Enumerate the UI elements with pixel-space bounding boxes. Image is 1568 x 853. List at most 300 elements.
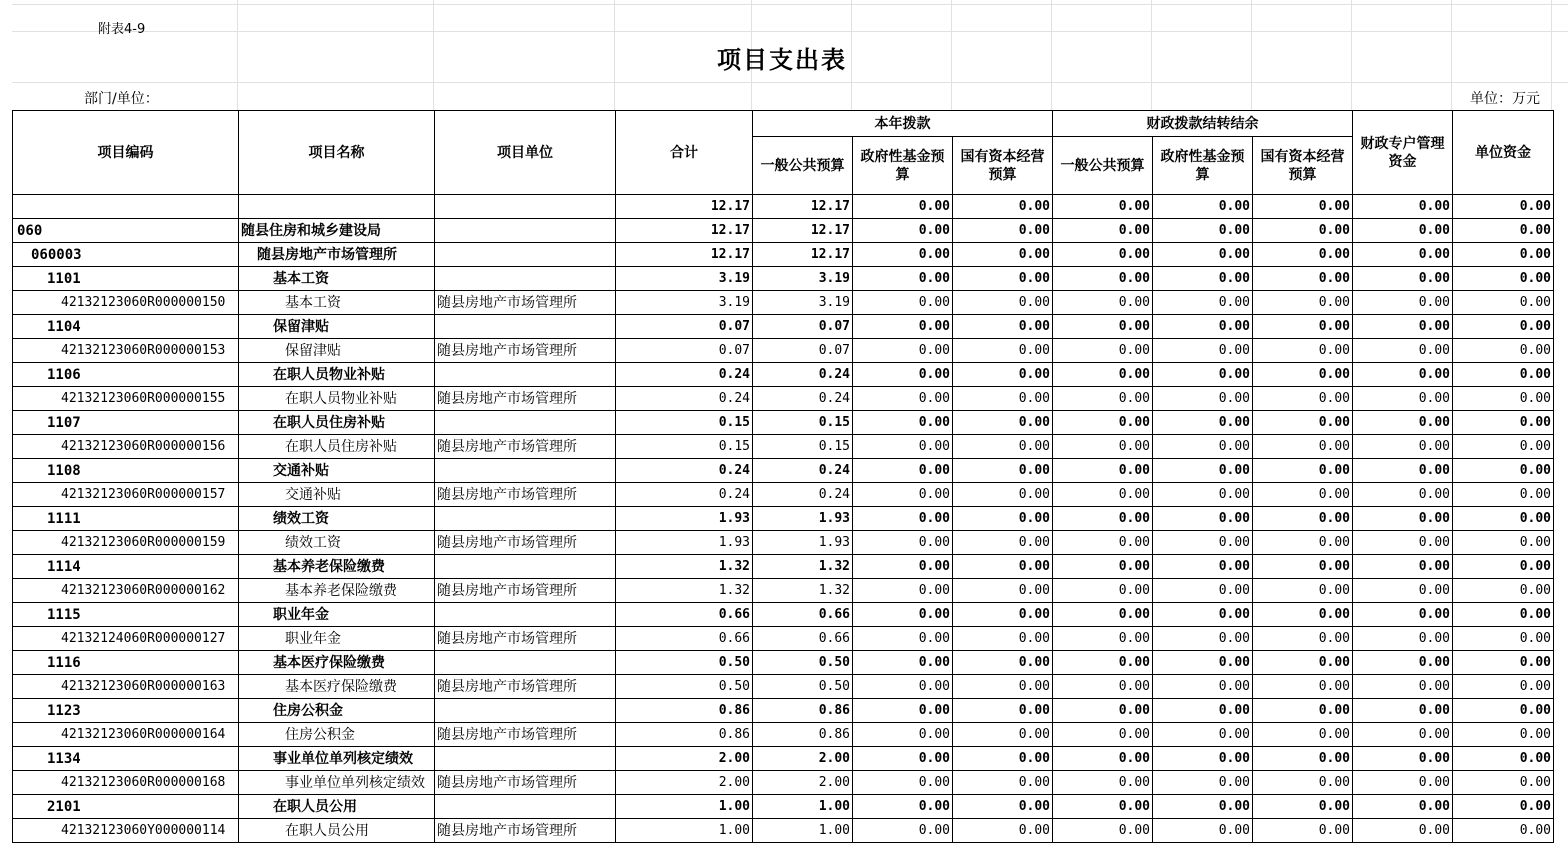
cell-unit[interactable] xyxy=(435,603,616,627)
col-header-sub[interactable]: 一般公共预算 xyxy=(1053,137,1153,195)
cell-code[interactable]: 060003 xyxy=(13,243,239,267)
cell-unit[interactable] xyxy=(435,747,616,771)
cell-amount[interactable]: 0.00 xyxy=(1153,291,1253,315)
cell-code[interactable]: 42132124060R000000127 xyxy=(13,627,239,651)
cell-amount[interactable]: 0.24 xyxy=(616,363,753,387)
table-row[interactable] xyxy=(13,747,1554,771)
cell-amount[interactable]: 0.00 xyxy=(1153,747,1253,771)
cell-amount[interactable]: 0.00 xyxy=(1253,291,1353,315)
cell-code[interactable]: 42132123060R000000162 xyxy=(13,579,239,603)
cell-amount[interactable]: 0.00 xyxy=(1453,315,1554,339)
cell-code[interactable]: 060 xyxy=(13,219,239,243)
cell-amount[interactable]: 0.24 xyxy=(616,459,753,483)
cell-amount[interactable]: 0.00 xyxy=(1053,723,1153,747)
cell-amount[interactable]: 0.00 xyxy=(953,723,1053,747)
cell-amount[interactable]: 0.15 xyxy=(753,411,853,435)
cell-code[interactable]: 1115 xyxy=(13,603,239,627)
cell-amount[interactable]: 0.00 xyxy=(1253,651,1353,675)
cell-amount[interactable]: 2.00 xyxy=(616,771,753,795)
cell-amount[interactable]: 0.00 xyxy=(1153,507,1253,531)
cell-name[interactable]: 在职人员住房补贴 xyxy=(239,435,435,459)
table-row[interactable] xyxy=(13,339,1554,363)
table-row[interactable] xyxy=(13,795,1554,819)
cell-amount[interactable]: 0.00 xyxy=(1353,603,1453,627)
cell-name[interactable]: 在职人员住房补贴 xyxy=(239,411,435,435)
cell-name[interactable]: 住房公积金 xyxy=(239,723,435,747)
cell-amount[interactable]: 0.00 xyxy=(1053,387,1153,411)
cell-amount[interactable]: 0.15 xyxy=(616,411,753,435)
cell-unit[interactable] xyxy=(435,315,616,339)
cell-unit[interactable] xyxy=(435,363,616,387)
cell-amount[interactable]: 0.15 xyxy=(753,435,853,459)
cell-amount[interactable]: 0.00 xyxy=(1053,507,1153,531)
cell-amount[interactable]: 0.00 xyxy=(853,195,953,219)
cell-amount[interactable]: 0.00 xyxy=(1453,507,1554,531)
cell-code[interactable]: 42132123060R000000159 xyxy=(13,531,239,555)
cell-amount[interactable]: 0.00 xyxy=(953,315,1053,339)
cell-amount[interactable]: 12.17 xyxy=(753,243,853,267)
cell-unit[interactable] xyxy=(435,555,616,579)
cell-amount[interactable]: 0.00 xyxy=(1153,483,1253,507)
cell-amount[interactable]: 0.00 xyxy=(1053,627,1153,651)
cell-unit[interactable]: 随县房地产市场管理所 xyxy=(435,291,616,315)
cell-amount[interactable]: 0.00 xyxy=(1053,771,1153,795)
cell-amount[interactable]: 0.00 xyxy=(853,771,953,795)
cell-amount[interactable]: 0.00 xyxy=(1053,195,1153,219)
cell-amount[interactable]: 0.00 xyxy=(1153,339,1253,363)
cell-amount[interactable]: 0.00 xyxy=(1253,507,1353,531)
cell-amount[interactable]: 0.00 xyxy=(1153,579,1253,603)
cell-amount[interactable]: 0.00 xyxy=(1153,627,1253,651)
cell-amount[interactable]: 0.00 xyxy=(953,627,1053,651)
cell-amount[interactable]: 0.00 xyxy=(1153,315,1253,339)
cell-amount[interactable]: 0.00 xyxy=(1053,363,1153,387)
cell-amount[interactable]: 0.00 xyxy=(1253,435,1353,459)
cell-amount[interactable]: 0.00 xyxy=(1153,195,1253,219)
cell-amount[interactable]: 0.00 xyxy=(853,459,953,483)
cell-code[interactable]: 42132123060R000000155 xyxy=(13,387,239,411)
cell-amount[interactable]: 0.00 xyxy=(853,747,953,771)
cell-amount[interactable]: 0.00 xyxy=(853,531,953,555)
cell-name[interactable]: 绩效工资 xyxy=(239,531,435,555)
col-header-special-account[interactable]: 财政专户管理资金 xyxy=(1353,111,1453,195)
cell-unit[interactable] xyxy=(435,243,616,267)
cell-unit[interactable]: 随县房地产市场管理所 xyxy=(435,579,616,603)
cell-amount[interactable]: 0.00 xyxy=(1353,387,1453,411)
cell-amount[interactable]: 0.00 xyxy=(1253,243,1353,267)
cell-amount[interactable]: 0.00 xyxy=(853,627,953,651)
cell-unit[interactable] xyxy=(435,651,616,675)
table-row[interactable] xyxy=(13,363,1554,387)
cell-amount[interactable]: 0.00 xyxy=(953,363,1053,387)
cell-amount[interactable]: 0.00 xyxy=(853,579,953,603)
cell-name[interactable]: 绩效工资 xyxy=(239,507,435,531)
cell-amount[interactable]: 3.19 xyxy=(616,267,753,291)
cell-amount[interactable]: 0.00 xyxy=(1053,315,1153,339)
cell-amount[interactable]: 0.00 xyxy=(1153,699,1253,723)
cell-amount[interactable]: 0.07 xyxy=(616,315,753,339)
cell-code[interactable]: 42132123060Y000000114 xyxy=(13,819,239,843)
cell-amount[interactable]: 0.86 xyxy=(753,723,853,747)
cell-code[interactable]: 1101 xyxy=(13,267,239,291)
cell-amount[interactable]: 0.00 xyxy=(1453,651,1554,675)
table-row[interactable] xyxy=(13,483,1554,507)
cell-amount[interactable]: 0.00 xyxy=(853,795,953,819)
cell-amount[interactable]: 0.24 xyxy=(616,483,753,507)
cell-code[interactable]: 1134 xyxy=(13,747,239,771)
cell-amount[interactable]: 0.00 xyxy=(953,339,1053,363)
cell-amount[interactable]: 0.00 xyxy=(1353,579,1453,603)
cell-amount[interactable]: 0.00 xyxy=(1153,651,1253,675)
cell-name[interactable] xyxy=(239,195,435,219)
cell-amount[interactable]: 0.00 xyxy=(1353,555,1453,579)
cell-amount[interactable]: 1.00 xyxy=(753,795,853,819)
cell-amount[interactable]: 0.50 xyxy=(616,675,753,699)
col-header-name[interactable]: 项目名称 xyxy=(239,111,435,195)
cell-amount[interactable]: 12.17 xyxy=(753,195,853,219)
col-header-sub[interactable]: 国有资本经营预算 xyxy=(953,137,1053,195)
cell-amount[interactable]: 0.00 xyxy=(1253,819,1353,843)
cell-amount[interactable]: 0.00 xyxy=(953,747,1053,771)
cell-amount[interactable]: 0.00 xyxy=(1453,339,1554,363)
cell-amount[interactable]: 0.00 xyxy=(953,243,1053,267)
cell-code[interactable]: 42132123060R000000164 xyxy=(13,723,239,747)
cell-amount[interactable]: 0.00 xyxy=(1153,459,1253,483)
col-header-sub[interactable]: 一般公共预算 xyxy=(753,137,853,195)
cell-amount[interactable]: 0.00 xyxy=(1353,483,1453,507)
cell-amount[interactable]: 2.00 xyxy=(616,747,753,771)
cell-name[interactable]: 随县住房和城乡建设局 xyxy=(239,219,435,243)
cell-amount[interactable]: 0.00 xyxy=(1053,579,1153,603)
cell-amount[interactable]: 0.00 xyxy=(1253,339,1353,363)
cell-amount[interactable]: 12.17 xyxy=(616,243,753,267)
cell-amount[interactable]: 0.00 xyxy=(1153,675,1253,699)
cell-amount[interactable]: 0.00 xyxy=(1353,363,1453,387)
cell-amount[interactable]: 0.00 xyxy=(1353,267,1453,291)
cell-amount[interactable]: 0.00 xyxy=(1153,219,1253,243)
cell-amount[interactable]: 0.00 xyxy=(953,603,1053,627)
cell-name[interactable]: 住房公积金 xyxy=(239,699,435,723)
cell-amount[interactable]: 0.00 xyxy=(1053,795,1153,819)
cell-name[interactable]: 在职人员物业补贴 xyxy=(239,387,435,411)
cell-code[interactable]: 42132123060R000000157 xyxy=(13,483,239,507)
cell-amount[interactable]: 0.00 xyxy=(853,363,953,387)
table-row[interactable] xyxy=(13,459,1554,483)
cell-amount[interactable]: 2.00 xyxy=(753,771,853,795)
cell-amount[interactable]: 0.66 xyxy=(616,603,753,627)
cell-amount[interactable]: 0.00 xyxy=(1053,219,1153,243)
col-header-total[interactable]: 合计 xyxy=(616,111,753,195)
cell-name[interactable]: 交通补贴 xyxy=(239,459,435,483)
table-row[interactable] xyxy=(13,195,1554,219)
cell-name[interactable]: 在职人员物业补贴 xyxy=(239,363,435,387)
cell-amount[interactable]: 0.00 xyxy=(953,219,1053,243)
cell-amount[interactable]: 0.00 xyxy=(1453,699,1554,723)
cell-amount[interactable]: 0.50 xyxy=(616,651,753,675)
cell-amount[interactable]: 0.00 xyxy=(1353,195,1453,219)
table-row[interactable] xyxy=(13,387,1554,411)
table-row[interactable] xyxy=(13,291,1554,315)
cell-amount[interactable]: 0.00 xyxy=(1153,819,1253,843)
cell-amount[interactable]: 0.00 xyxy=(1053,243,1153,267)
cell-amount[interactable]: 1.32 xyxy=(753,579,853,603)
cell-code[interactable]: 1106 xyxy=(13,363,239,387)
cell-amount[interactable]: 0.00 xyxy=(953,507,1053,531)
cell-unit[interactable] xyxy=(435,411,616,435)
cell-code[interactable]: 1111 xyxy=(13,507,239,531)
cell-amount[interactable]: 0.00 xyxy=(1253,675,1353,699)
cell-amount[interactable]: 0.00 xyxy=(853,723,953,747)
cell-amount[interactable]: 0.00 xyxy=(953,555,1053,579)
cell-amount[interactable]: 0.00 xyxy=(1353,507,1453,531)
table-row[interactable] xyxy=(13,819,1554,843)
cell-amount[interactable]: 0.00 xyxy=(1353,459,1453,483)
cell-amount[interactable]: 0.00 xyxy=(1353,795,1453,819)
col-header-sub[interactable]: 政府性基金预算 xyxy=(1153,137,1253,195)
cell-amount[interactable]: 0.00 xyxy=(853,699,953,723)
cell-amount[interactable]: 0.00 xyxy=(853,387,953,411)
cell-amount[interactable]: 0.00 xyxy=(953,435,1053,459)
cell-amount[interactable]: 0.00 xyxy=(1453,195,1554,219)
cell-amount[interactable]: 0.50 xyxy=(753,651,853,675)
col-header-code[interactable]: 项目编码 xyxy=(13,111,239,195)
col-group-current-year[interactable]: 本年拨款 xyxy=(753,111,1053,137)
cell-amount[interactable]: 0.00 xyxy=(1153,603,1253,627)
cell-amount[interactable]: 0.00 xyxy=(1353,675,1453,699)
cell-amount[interactable]: 0.00 xyxy=(1053,651,1153,675)
cell-amount[interactable]: 0.66 xyxy=(753,627,853,651)
cell-name[interactable]: 职业年金 xyxy=(239,603,435,627)
cell-amount[interactable]: 0.24 xyxy=(753,387,853,411)
cell-amount[interactable]: 0.00 xyxy=(953,675,1053,699)
cell-amount[interactable]: 0.00 xyxy=(1253,723,1353,747)
cell-amount[interactable]: 0.00 xyxy=(1053,459,1153,483)
cell-code[interactable]: 2101 xyxy=(13,795,239,819)
cell-name[interactable]: 基本工资 xyxy=(239,291,435,315)
cell-amount[interactable]: 0.00 xyxy=(1153,387,1253,411)
cell-amount[interactable]: 0.66 xyxy=(616,627,753,651)
cell-name[interactable]: 随县房地产市场管理所 xyxy=(239,243,435,267)
cell-amount[interactable]: 0.00 xyxy=(1353,651,1453,675)
cell-amount[interactable]: 0.00 xyxy=(1253,195,1353,219)
cell-amount[interactable]: 0.00 xyxy=(1153,363,1253,387)
cell-amount[interactable]: 12.17 xyxy=(753,219,853,243)
col-group-carry-over[interactable]: 财政拨款结转结余 xyxy=(1053,111,1353,137)
cell-amount[interactable]: 0.00 xyxy=(953,483,1053,507)
cell-amount[interactable]: 0.15 xyxy=(616,435,753,459)
cell-amount[interactable]: 0.00 xyxy=(1253,555,1353,579)
cell-unit[interactable]: 随县房地产市场管理所 xyxy=(435,483,616,507)
cell-amount[interactable]: 0.00 xyxy=(1253,315,1353,339)
cell-code[interactable]: 42132123060R000000156 xyxy=(13,435,239,459)
cell-amount[interactable]: 0.00 xyxy=(1153,435,1253,459)
cell-unit[interactable] xyxy=(435,267,616,291)
cell-amount[interactable]: 0.00 xyxy=(1153,771,1253,795)
table-row[interactable] xyxy=(13,435,1554,459)
cell-amount[interactable]: 0.00 xyxy=(953,267,1053,291)
cell-amount[interactable]: 0.00 xyxy=(1353,531,1453,555)
cell-name[interactable]: 事业单位单列核定绩效 xyxy=(239,747,435,771)
cell-code[interactable]: 1116 xyxy=(13,651,239,675)
cell-amount[interactable]: 0.24 xyxy=(616,387,753,411)
cell-amount[interactable]: 0.00 xyxy=(853,315,953,339)
cell-amount[interactable]: 0.00 xyxy=(853,291,953,315)
cell-unit[interactable]: 随县房地产市场管理所 xyxy=(435,675,616,699)
cell-unit[interactable]: 随县房地产市场管理所 xyxy=(435,339,616,363)
cell-unit[interactable]: 随县房地产市场管理所 xyxy=(435,387,616,411)
table-row[interactable] xyxy=(13,603,1554,627)
table-row[interactable] xyxy=(13,651,1554,675)
cell-amount[interactable]: 0.00 xyxy=(1453,795,1554,819)
cell-amount[interactable]: 0.00 xyxy=(953,531,1053,555)
cell-amount[interactable]: 0.00 xyxy=(1353,291,1453,315)
cell-name[interactable]: 基本医疗保险缴费 xyxy=(239,651,435,675)
cell-amount[interactable]: 0.07 xyxy=(753,339,853,363)
cell-amount[interactable]: 0.00 xyxy=(1353,243,1453,267)
cell-name[interactable]: 交通补贴 xyxy=(239,483,435,507)
cell-amount[interactable]: 0.00 xyxy=(1253,771,1353,795)
cell-amount[interactable]: 0.00 xyxy=(1453,579,1554,603)
cell-unit[interactable]: 随县房地产市场管理所 xyxy=(435,819,616,843)
cell-amount[interactable]: 0.00 xyxy=(1253,363,1353,387)
cell-amount[interactable]: 0.00 xyxy=(853,411,953,435)
table-row[interactable] xyxy=(13,411,1554,435)
cell-amount[interactable]: 0.00 xyxy=(1053,291,1153,315)
cell-amount[interactable]: 1.93 xyxy=(616,531,753,555)
cell-amount[interactable]: 0.86 xyxy=(753,699,853,723)
cell-amount[interactable]: 0.00 xyxy=(853,243,953,267)
cell-amount[interactable]: 0.00 xyxy=(1453,483,1554,507)
cell-name[interactable]: 保留津贴 xyxy=(239,315,435,339)
table-row[interactable] xyxy=(13,507,1554,531)
cell-amount[interactable]: 0.00 xyxy=(1453,459,1554,483)
cell-amount[interactable]: 0.00 xyxy=(1453,603,1554,627)
cell-amount[interactable]: 0.86 xyxy=(616,699,753,723)
cell-amount[interactable]: 0.00 xyxy=(1153,555,1253,579)
cell-amount[interactable]: 0.00 xyxy=(1253,483,1353,507)
cell-amount[interactable]: 0.00 xyxy=(1353,627,1453,651)
cell-amount[interactable]: 0.00 xyxy=(1253,579,1353,603)
cell-amount[interactable]: 0.00 xyxy=(853,675,953,699)
cell-code[interactable]: 42132123060R000000163 xyxy=(13,675,239,699)
table-row[interactable] xyxy=(13,531,1554,555)
table-row[interactable] xyxy=(13,579,1554,603)
cell-name[interactable]: 基本养老保险缴费 xyxy=(239,555,435,579)
cell-amount[interactable]: 0.24 xyxy=(753,459,853,483)
cell-unit[interactable] xyxy=(435,795,616,819)
cell-amount[interactable]: 0.00 xyxy=(853,555,953,579)
cell-amount[interactable]: 0.00 xyxy=(1453,771,1554,795)
cell-amount[interactable]: 0.00 xyxy=(953,411,1053,435)
cell-amount[interactable]: 0.66 xyxy=(753,603,853,627)
cell-amount[interactable]: 0.00 xyxy=(953,459,1053,483)
col-header-sub[interactable]: 政府性基金预算 xyxy=(853,137,953,195)
cell-amount[interactable]: 0.00 xyxy=(953,195,1053,219)
cell-amount[interactable]: 0.00 xyxy=(953,651,1053,675)
cell-amount[interactable]: 0.24 xyxy=(753,483,853,507)
cell-amount[interactable]: 0.00 xyxy=(1453,363,1554,387)
cell-code[interactable] xyxy=(13,195,239,219)
cell-amount[interactable]: 0.00 xyxy=(853,219,953,243)
cell-amount[interactable]: 0.00 xyxy=(1053,675,1153,699)
cell-name[interactable]: 职业年金 xyxy=(239,627,435,651)
cell-amount[interactable]: 0.00 xyxy=(1353,699,1453,723)
cell-unit[interactable]: 随县房地产市场管理所 xyxy=(435,435,616,459)
cell-amount[interactable]: 1.32 xyxy=(616,579,753,603)
cell-code[interactable]: 42132123060R000000153 xyxy=(13,339,239,363)
table-row[interactable] xyxy=(13,627,1554,651)
cell-amount[interactable]: 0.00 xyxy=(1053,555,1153,579)
cell-amount[interactable]: 0.00 xyxy=(1353,315,1453,339)
cell-amount[interactable]: 0.00 xyxy=(1253,411,1353,435)
cell-code[interactable]: 1104 xyxy=(13,315,239,339)
cell-amount[interactable]: 0.00 xyxy=(1253,267,1353,291)
cell-amount[interactable]: 0.00 xyxy=(853,339,953,363)
cell-amount[interactable]: 1.00 xyxy=(616,819,753,843)
cell-unit[interactable]: 随县房地产市场管理所 xyxy=(435,531,616,555)
cell-name[interactable]: 基本医疗保险缴费 xyxy=(239,675,435,699)
cell-amount[interactable]: 3.19 xyxy=(616,291,753,315)
cell-amount[interactable]: 2.00 xyxy=(753,747,853,771)
cell-unit[interactable]: 随县房地产市场管理所 xyxy=(435,771,616,795)
cell-name[interactable]: 事业单位单列核定绩效 xyxy=(239,771,435,795)
table-row[interactable] xyxy=(13,219,1554,243)
cell-amount[interactable]: 0.00 xyxy=(1053,819,1153,843)
cell-amount[interactable]: 0.00 xyxy=(1453,627,1554,651)
cell-amount[interactable]: 0.00 xyxy=(1253,795,1353,819)
cell-code[interactable]: 1107 xyxy=(13,411,239,435)
table-row[interactable] xyxy=(13,243,1554,267)
cell-amount[interactable]: 0.00 xyxy=(1053,483,1153,507)
cell-amount[interactable]: 0.24 xyxy=(753,363,853,387)
cell-amount[interactable]: 0.00 xyxy=(853,651,953,675)
cell-amount[interactable]: 0.50 xyxy=(753,675,853,699)
cell-amount[interactable]: 0.00 xyxy=(953,291,1053,315)
cell-amount[interactable]: 0.00 xyxy=(1253,747,1353,771)
cell-amount[interactable]: 0.00 xyxy=(1253,219,1353,243)
cell-name[interactable]: 基本工资 xyxy=(239,267,435,291)
cell-amount[interactable]: 3.19 xyxy=(753,267,853,291)
cell-amount[interactable]: 0.00 xyxy=(1453,819,1554,843)
cell-amount[interactable]: 0.00 xyxy=(953,387,1053,411)
table-row[interactable] xyxy=(13,675,1554,699)
cell-amount[interactable]: 1.32 xyxy=(753,555,853,579)
cell-code[interactable]: 1108 xyxy=(13,459,239,483)
col-header-own-funds[interactable]: 单位资金 xyxy=(1453,111,1554,195)
cell-unit[interactable] xyxy=(435,699,616,723)
cell-amount[interactable]: 0.00 xyxy=(953,819,1053,843)
cell-amount[interactable]: 0.00 xyxy=(1453,387,1554,411)
cell-amount[interactable]: 12.17 xyxy=(616,219,753,243)
cell-amount[interactable]: 0.00 xyxy=(953,795,1053,819)
cell-amount[interactable]: 0.00 xyxy=(1053,267,1153,291)
cell-amount[interactable]: 0.00 xyxy=(1353,723,1453,747)
cell-amount[interactable]: 0.00 xyxy=(853,435,953,459)
cell-amount[interactable]: 0.00 xyxy=(1253,627,1353,651)
cell-name[interactable]: 在职人员公用 xyxy=(239,819,435,843)
cell-name[interactable]: 基本养老保险缴费 xyxy=(239,579,435,603)
cell-unit[interactable]: 随县房地产市场管理所 xyxy=(435,723,616,747)
cell-amount[interactable]: 0.00 xyxy=(953,771,1053,795)
cell-amount[interactable]: 0.00 xyxy=(1053,435,1153,459)
cell-amount[interactable]: 0.00 xyxy=(1053,603,1153,627)
table-row[interactable] xyxy=(13,771,1554,795)
col-header-sub[interactable]: 国有资本经营预算 xyxy=(1253,137,1353,195)
cell-amount[interactable]: 12.17 xyxy=(616,195,753,219)
cell-unit[interactable] xyxy=(435,219,616,243)
cell-amount[interactable]: 1.93 xyxy=(753,531,853,555)
cell-amount[interactable]: 3.19 xyxy=(753,291,853,315)
